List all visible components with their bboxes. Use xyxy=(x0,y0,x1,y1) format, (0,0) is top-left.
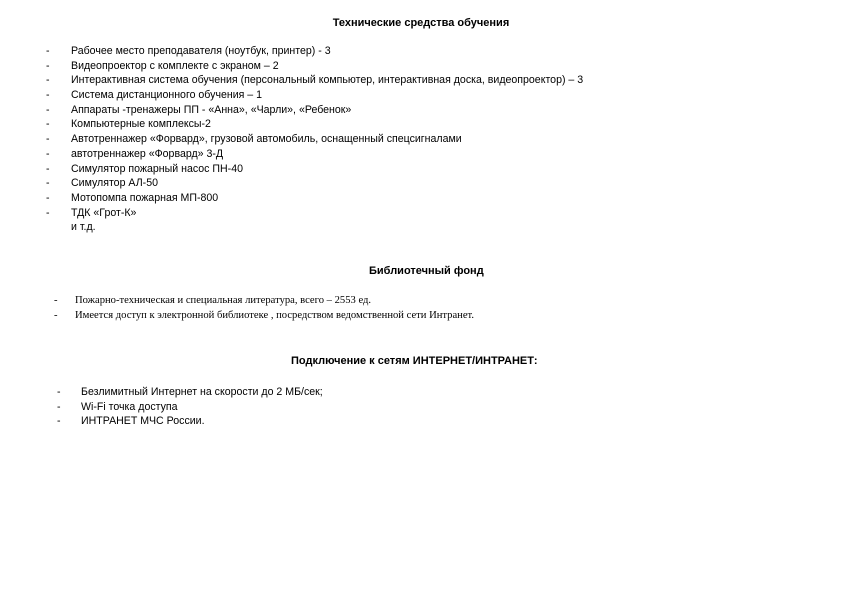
bullet-dash: - xyxy=(46,191,50,204)
bullet-dash: - xyxy=(46,103,50,116)
section-title-library: Библиотечный фонд xyxy=(369,265,484,277)
list-item-text: Симулятор пожарный насос ПН-40 xyxy=(71,162,243,175)
bullet-dash: - xyxy=(46,177,50,190)
list-item-text: Аппараты -тренажеры ПП - «Анна», «Чарли», «Ребенок» xyxy=(71,103,352,116)
list-item-text: Интерактивная система обучения (персональный компьютер, интерактивная доска, видеопроектор) – 3 xyxy=(71,74,584,87)
list-item-text: Видеопроектор с комплекте с экраном – 2 xyxy=(71,59,279,72)
bullet-dash: - xyxy=(57,386,61,398)
list-item-text: Рабочее место преподавателя (ноутбук, принтер) - 3 xyxy=(71,45,331,57)
list-item-text: Имеется доступ к электронной библиотеке , посредством ведомственной сети Интранет. xyxy=(75,309,475,321)
list-item-text: Симулятор АЛ-50 xyxy=(71,177,158,190)
bullet-dash: - xyxy=(57,415,61,428)
bullet-dash: - xyxy=(54,309,58,321)
bullet-dash: - xyxy=(46,206,50,219)
list-item-text: ИНТРАНЕТ МЧС России. xyxy=(81,415,205,428)
bullet-dash: - xyxy=(46,118,50,131)
list-item-text: ТДК «Грот-К» xyxy=(71,206,137,219)
section-title-technical-tools: Технические средства обучения xyxy=(332,17,510,29)
section-title-network: Подключение к сетям ИНТЕРНЕТ/ИНТРАНЕТ: xyxy=(291,355,538,367)
list-item-text: Пожарно-техническая и специальная литература, всего – 2553 ед. xyxy=(75,295,372,306)
list-item-text: Система дистанционного обучения – 1 xyxy=(71,89,263,102)
list-item-text: Безлимитный Интернет на скорости до 2 МБ/сек; xyxy=(81,386,323,398)
list-item-text: автотреннажер «Форвард» 3-Д xyxy=(71,147,224,160)
bullet-dash: - xyxy=(46,133,50,146)
bullet-dash: - xyxy=(54,295,58,306)
list-item-text: Wi-Fi точка доступа xyxy=(81,400,178,413)
bullet-dash: - xyxy=(46,147,50,160)
bullet-dash: - xyxy=(46,59,50,72)
bullet-dash: - xyxy=(46,89,50,102)
list-item-text: Компьютерные комплексы-2 xyxy=(71,118,211,131)
bullet-dash: - xyxy=(46,74,50,87)
bullet-dash: - xyxy=(57,400,61,413)
list-tail-etc: и т.д. xyxy=(71,221,96,233)
bullet-dash: - xyxy=(46,45,50,57)
bullet-dash: - xyxy=(46,162,50,175)
list-item-text: Мотопомпа пожарная МП-800 xyxy=(71,191,219,204)
list-item-text: Автотреннажер «Форвард», грузовой автомобиль, оснащенный спецсигналами xyxy=(71,133,462,146)
